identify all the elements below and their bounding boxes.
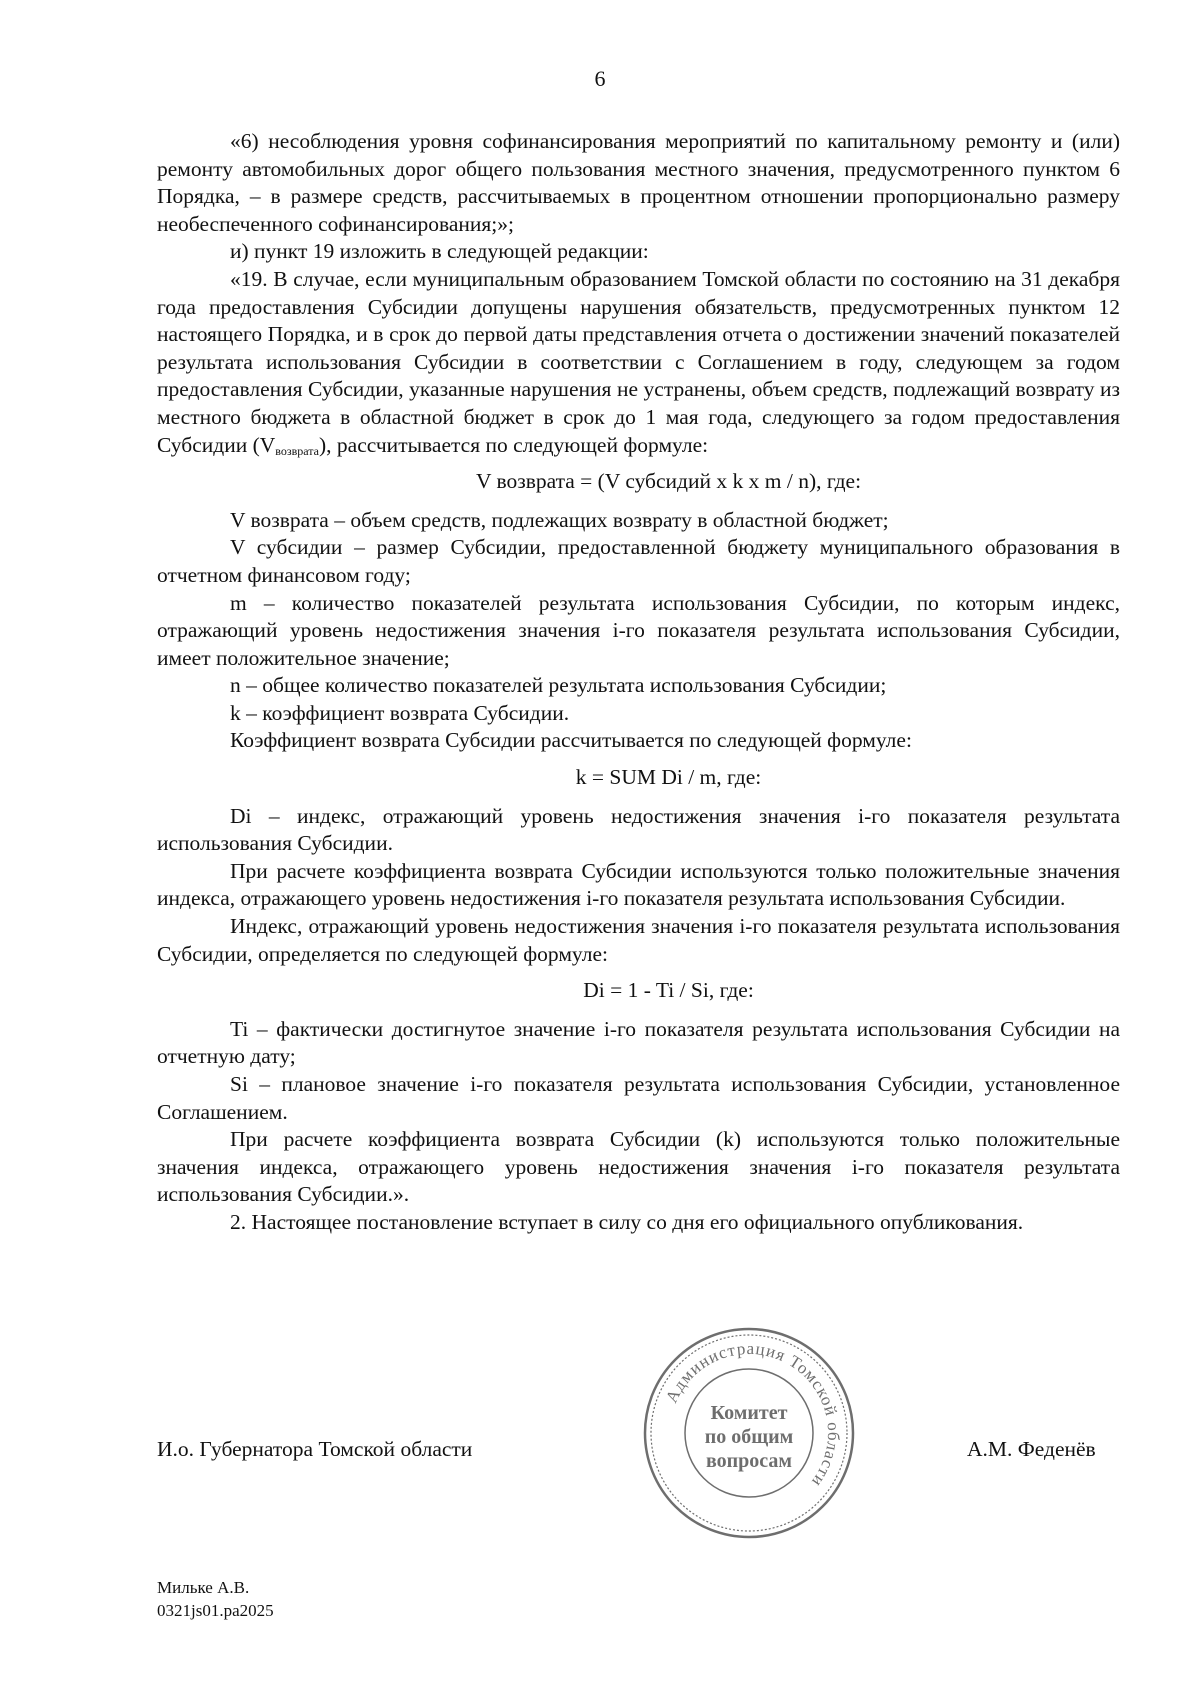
document-code: 0321js01.pa2025 [157,1601,274,1620]
stamp-ring-text: Администрация Томской области [661,1338,844,1492]
formula: V возврата = (V субсидий x k x m / n), где: [475,469,862,494]
subscript: возврата [275,443,320,458]
paragraph [157,266,1120,459]
document-body [157,128,1120,1237]
signatory-position: И.о. Губернатора Томской области [157,1437,473,1461]
executor-name: Мильке А.В. [157,1578,250,1597]
paragraph-text: ), рассчитывается по следующей формуле: [319,432,709,457]
paragraph-text: «19. В случае, если муниципальным образованием Томской области по состоянию на 31 декабря года предоставления Субсидии допущены нарушения обязательств, предусмотренных пунктом 12 настоящего Порядка, и в срок до первой даты представления отчета о достижении значений показателей результата использования Субсидии в соответствии с Соглашением в году, следующем за годом предоставления Субсидии, указанные нарушения не устранены, объем средств, подлежащий возврату из местного бюджета в областной бюджет в срок до 1 мая года, следующего за годом предоставления Субсидии (V [157,266,1120,457]
official-stamp [638,1322,860,1544]
page-number: 6 [594,66,606,91]
formula: Di = 1 - Ti / Si, где: [583,978,754,1003]
paragraph: и) пункт 19 изложить в следующей редакции: [230,239,649,264]
paragraph: Ti – фактически достигнутое значение i-го показателя результата использования Субсидии на отчетную дату; [157,1016,1120,1069]
paragraph: При расчете коэффициента возврата Субсидии используются только положительные значения индекса, отражающего уровень недостижения i-го показателя результата использования Субсидии. [157,858,1120,911]
paragraph: V субсидии – размер Субсидии, предоставленной бюджету муниципального образования в отчетном финансовом году; [157,535,1120,587]
paragraph: Индекс, отражающий уровень недостижения значения i-го показателя результата использования Субсидии, определяется по следующей формуле: [157,914,1120,966]
paragraph: n – общее количество показателей результата использования Субсидии; [230,673,887,698]
stamp-center-line: Комитет [710,1402,788,1424]
signatory-name: А.М. Феденёв [967,1437,1096,1461]
formula: k = SUM Di / m, где: [575,765,762,790]
paragraph: Di – индекс, отражающий уровень недостижения значения i-го показателя результата использования Субсидии. [157,803,1120,856]
paragraph: Si – плановое значение i-го показателя результата использования Субсидии, установленное Соглашением. [157,1072,1120,1124]
paragraph: V возврата – объем средств, подлежащих возврату в областной бюджет; [230,507,889,532]
stamp-center-line: вопросам [705,1450,793,1472]
paragraph: k – коэффициент возврата Субсидии. [230,700,570,725]
document-footer [157,1576,274,1622]
paragraph: m – количество показателей результата использования Субсидии, по которым индекс, отражающий уровень недостижения значения i-го показателя результата использования Субсидии, имеет положительное значение; [157,590,1120,670]
paragraph: Коэффициент возврата Субсидии рассчитывается по следующей формуле: [230,728,912,753]
paragraph: «6) несоблюдения уровня софинансирования мероприятий по капитальному ремонту и (или) ремонту автомобильных дорог общего пользования местного значения, предусмотренного пунктом 6 Порядка, – в размере средств, рассчитываемых в процентном отношении пропорционально размеру необеспеченного софинансирования;»; [157,129,1120,236]
stamp-center-line: по общим [704,1426,794,1448]
paragraph: При расчете коэффициента возврата Субсидии (k) используются только положительные значения индекса, отражающего уровень недостижения значения i-го показателя результата использования Субсидии.». [157,1127,1120,1207]
paragraph: 2. Настоящее постановление вступает в силу со дня его официального опубликования. [230,1209,1024,1234]
